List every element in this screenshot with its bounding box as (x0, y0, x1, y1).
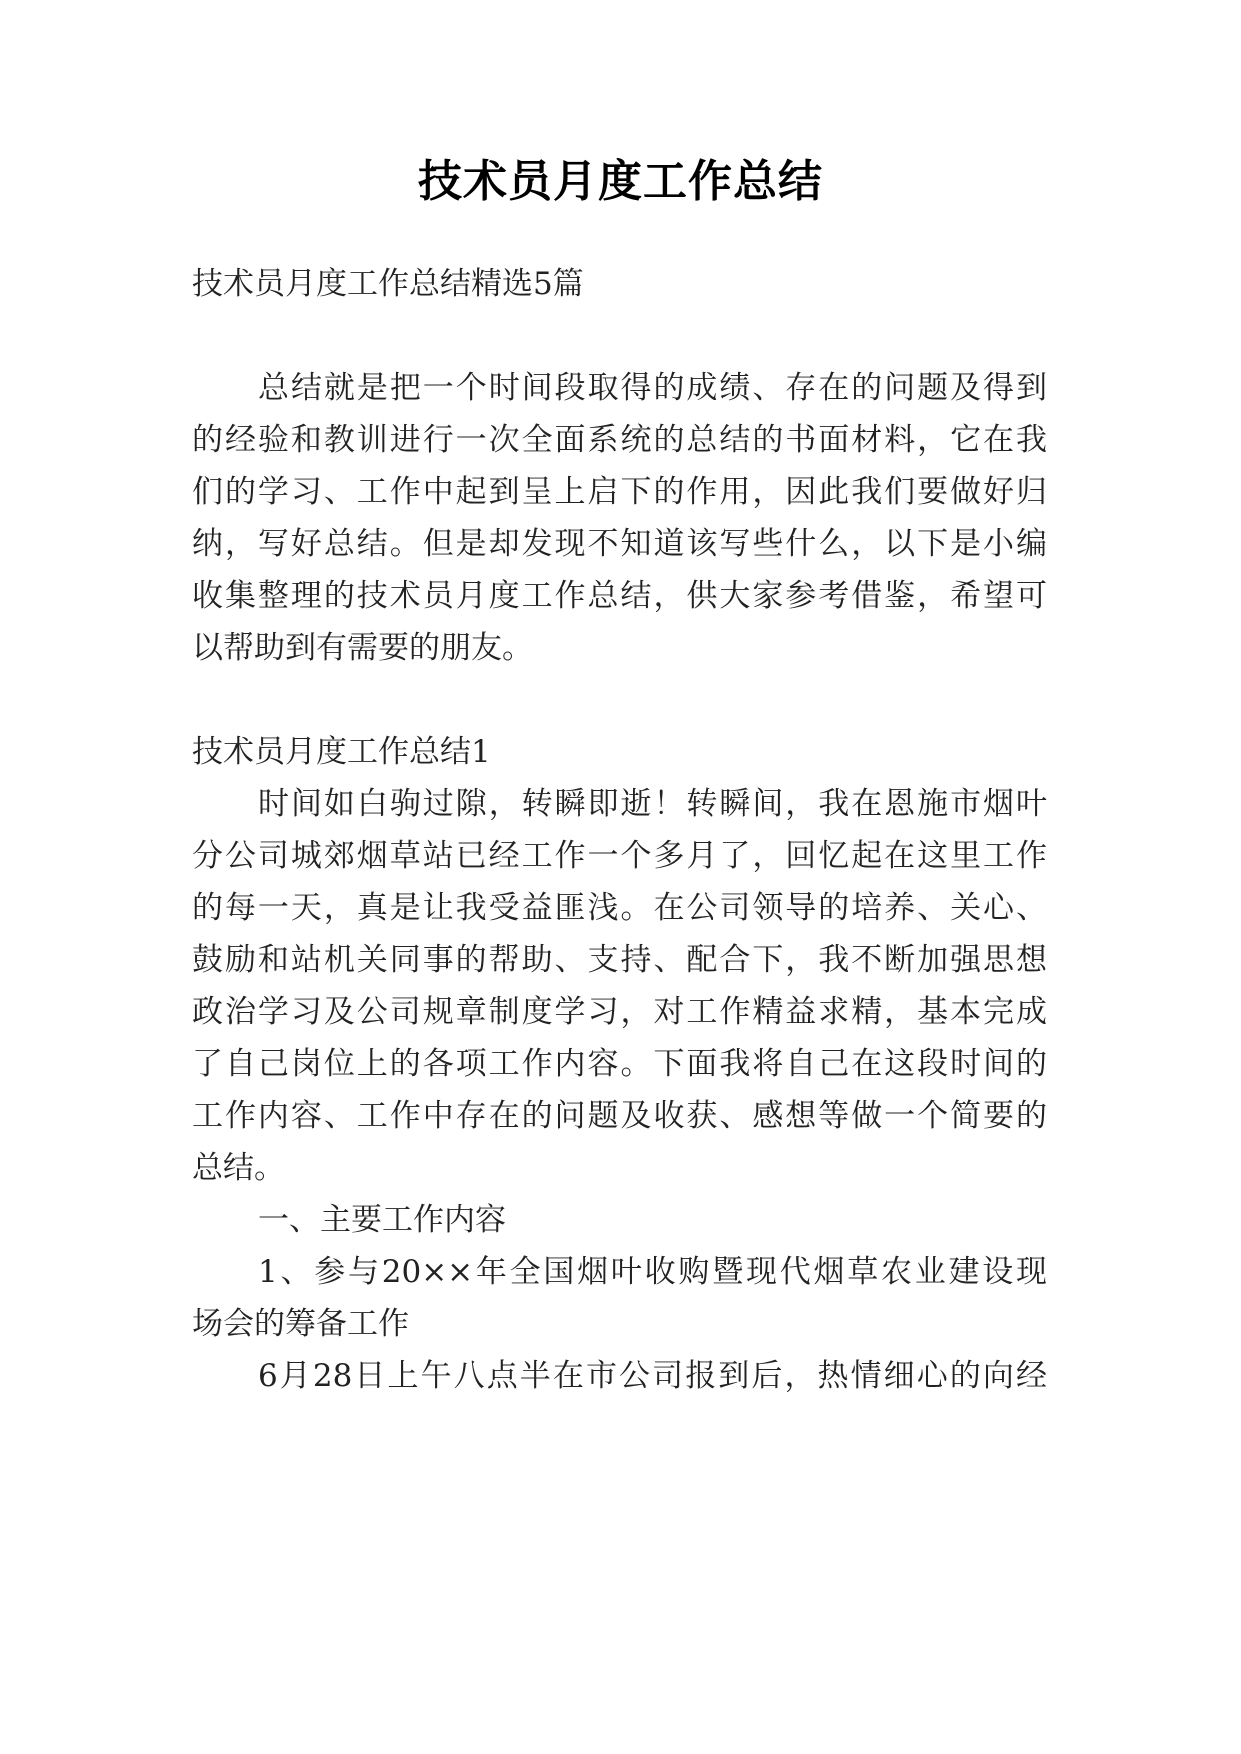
intro-line: 纳，写好总结。但是却发现不知道该写些什么，以下是小编 (192, 526, 1047, 562)
body-line: 鼓励和站机关同事的帮助、支持、配合下，我不断加强思想 (192, 942, 1047, 978)
body-line: 1、参与20××年全国烟叶收购暨现代烟草农业建设现 (258, 1254, 1047, 1290)
body-line: 的每一天，真是让我受益匪浅。在公司领导的培养、关心、 (192, 890, 1047, 926)
body-line: 了自己岗位上的各项工作内容。下面我将自己在这段时间的 (192, 1046, 1047, 1082)
body-line: 分公司城郊烟草站已经工作一个多月了，回忆起在这里工作 (192, 838, 1047, 874)
intro-line: 收集整理的技术员月度工作总结，供大家参考借鉴，希望可 (192, 578, 1047, 614)
intro-line: 以帮助到有需要的朋友。 (192, 630, 533, 666)
section-heading: 技术员月度工作总结1 (192, 734, 491, 770)
body-line: 6月28日上午八点半在市公司报到后，热情细心的向经 (258, 1358, 1047, 1394)
document-subtitle: 技术员月度工作总结精选5篇 (192, 266, 584, 302)
intro-line: 们的学习、工作中起到呈上启下的作用，因此我们要做好归 (192, 474, 1047, 510)
body-line: 场会的筹备工作 (192, 1306, 409, 1342)
body-line: 政治学习及公司规章制度学习，对工作精益求精，基本完成 (192, 994, 1047, 1030)
intro-line: 总结就是把一个时间段取得的成绩、存在的问题及得到 (258, 370, 1047, 406)
subheading: 一、主要工作内容 (258, 1202, 506, 1238)
document-title: 技术员月度工作总结 (418, 156, 823, 207)
body-line: 总结。 (192, 1150, 285, 1186)
body-line: 工作内容、工作中存在的问题及收获、感想等做一个简要的 (192, 1098, 1047, 1134)
intro-line: 的经验和教训进行一次全面系统的总结的书面材料，它在我 (192, 422, 1047, 458)
body-line: 时间如白驹过隙，转瞬即逝！转瞬间，我在恩施市烟叶 (258, 786, 1047, 822)
